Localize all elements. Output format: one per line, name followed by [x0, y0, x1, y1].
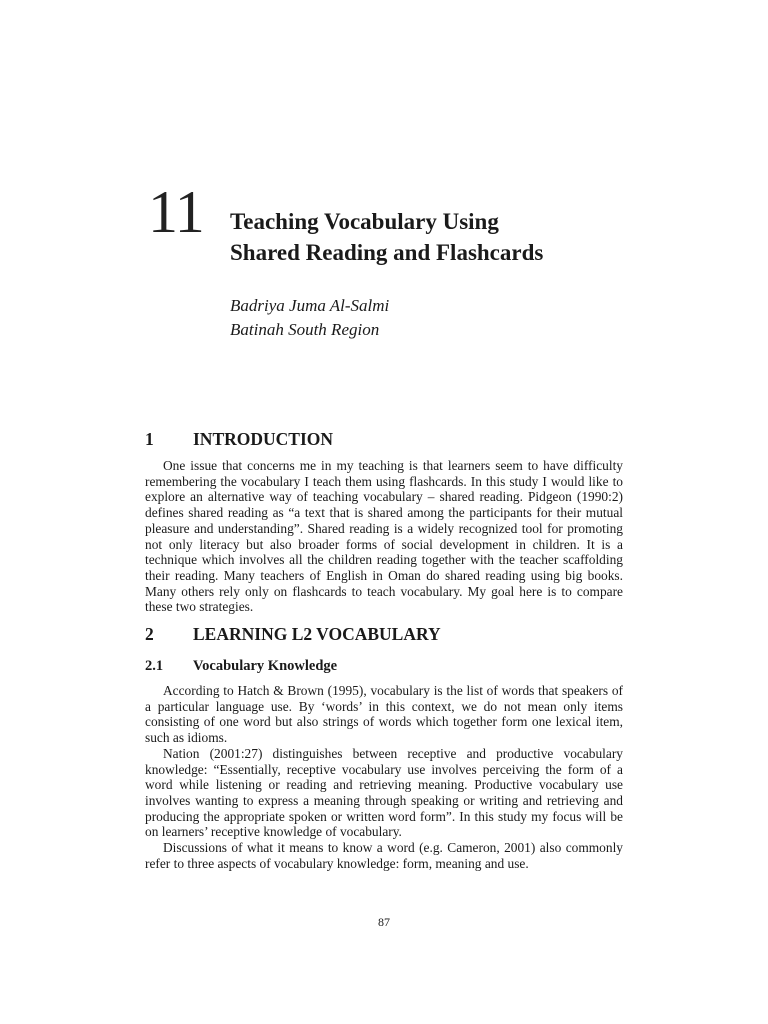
page-number: 87 — [378, 915, 390, 929]
paragraph: Discussions of what it means to know a word (e.g. Cameron, 2001) also commonly refer to three aspects of vocabulary knowledge: form, meaning and use. — [145, 840, 623, 871]
author-name: Badriya Juma Al-Salmi — [230, 296, 390, 315]
section-title: LEARNING L2 VOCABULARY — [193, 624, 441, 645]
chapter-title-line-1: Teaching Vocabulary Using — [230, 209, 499, 234]
subsection-heading-vocabulary-knowledge — [145, 657, 623, 675]
paragraph: According to Hatch & Brown (1995), vocabulary is the list of words that speakers of a particular language use. By ‘words’ in this context, we do not mean only items consisting of one word but also strings of words which together form one lexical item, such as idioms. — [145, 683, 623, 746]
section-heading-introduction — [145, 428, 623, 450]
subsection-title: Vocabulary Knowledge — [193, 658, 338, 675]
chapter-title — [230, 206, 710, 268]
author-affiliation: Batinah South Region — [230, 320, 380, 339]
body-text — [145, 428, 623, 871]
section-heading-learning-l2-vocabulary — [145, 623, 623, 645]
section-number: 2 — [145, 624, 154, 645]
chapter-title-line-2: Shared Reading and Flashcards — [230, 240, 544, 265]
author-block — [230, 294, 389, 342]
section-number: 1 — [145, 429, 154, 449]
chapter-number: 11 — [148, 179, 204, 245]
paragraph: Nation (2001:27) distinguishes between receptive and productive vocabulary knowledge: “Essentially, receptive vocabulary use involves perceiving the form of a word while listening or reading and retrieving meaning. Productive vocabulary use involves wanting to express a meaning through speaking or writing and retrieving and producing the appropriate spoken or written word form”. In this study my focus will be on learners’ receptive knowledge of vocabulary. — [145, 745, 623, 840]
paragraph: One issue that concerns me in my teaching is that learners seem to have difficulty remembering the vocabulary I teach them using flashcards. In this study I would like to explore an alternative way of teaching vocabulary – shared reading. Pidgeon (1990:2) defines shared reading as “a text that is shared among the participants for their mutual pleasure and understanding”. Shared reading is a widely recognized tool for promoting not only literacy but also broader forms of social development in children. It is a technique which involves all the children reading together with the teacher scaffolding their reading. Many teachers of English in Oman do shared reading using big books. Many others rely only on flashcards to teach vocabulary. My goal here is to compare these two strategies. — [145, 458, 623, 615]
section-title: INTRODUCTION — [193, 429, 334, 449]
subsection-number: 2.1 — [145, 658, 164, 675]
